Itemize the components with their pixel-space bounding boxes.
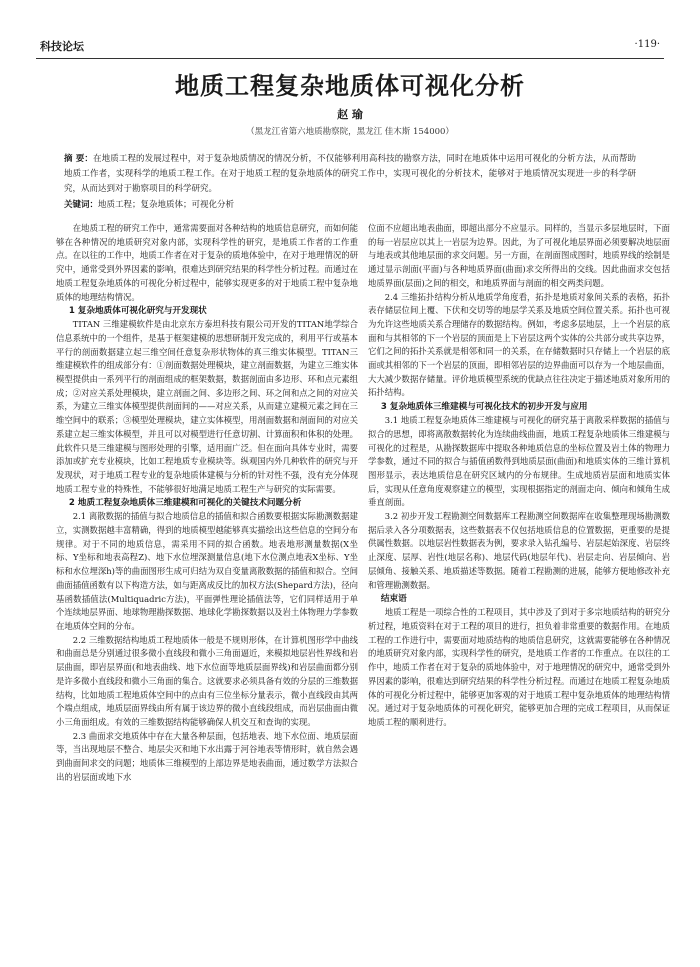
section-2-3-continued: 位面不应超出地表曲面，即超出部分不应显示。同样的，当显示多层地层时，下面的每一岩层应以其上一岩层为边界。因此，为了可视化地层界面必须要解决地层面与地表或其他地层面的求交问题。另一方面，在剖面图成图时，地质界线的绘制是通过显示剖面(平面)与各种地质界面(曲面)求交所得出的交线。因此曲面求交包括地质界面(层面)之间的相交，和地质界面与剖面的相交两类问题。 (368, 223, 670, 288)
page-number: ·119· (634, 39, 660, 50)
section-1-paragraph: TITAN 三维建模软件是由北京东方泰坦科技有限公司开发的TITAN地学综合信息系统中的一个组件，是基于框架建模的思想研制开发完成的，利用平行或基本平行的剖面数据建立起三维空间任意复杂形状物体的真三维实体模型。TITAN三维建模软件的组成部分有：①剖面数据处理模块，建立剖面数据，为建立三维实体模型提供由一系列平行的剖面组成的框架数据，数据剖面由多边形、环和点元素组成；②对应关系处理模块，建立剖面之间、多边形之间、环之间和点之间的对应关系，为建立三维实体模型提供剖面间的——对应关系，从而建立建模元素之间在三维空间中的联系；③模型处理模块，建立实体模型，用剖面数据和剖面间的对应关系建立起三维实体模型，并且可以对模型进行任意切割、计算面积和体积的处理。此软件只是三维建模与图形处理的引擎，适用面广泛。但在面向具体专业时，需要添加或扩充专业模块，比如工程地质专业模块等。纵观国内外几种软件的研究与开发现状，对于地质工程专业的复杂地质体建模与分析的针对性不强，没有充分体现地质工程专业的特殊性，不能够很好地满足地质工程生产与研究的实际需要。 (56, 319, 358, 494)
article-title: 地质工程复杂地质体可视化分析 (175, 71, 525, 100)
journal-column-name: 科技论坛 (40, 40, 84, 53)
section-3-2-paragraph: 3.2 初步开发工程勘测空间数据库工程勘测空间数据库在收集整理现场勘测数据后录入各分项数据表，这些数据表不仅包括地质信息的位置数据，更重要的是提供属性数据。以地层岩性数据表为例，要求录入钻孔编号、岩层起始深度、岩层终止深度、层厚、岩性(地层名称)、地层代码(地层年代)、岩层走向、岩层倾向、岩层倾角、接触关系、地质描述等数据。随着工程勘测的进展，能够方便地修改补充和管理勘测数据。 (368, 511, 670, 590)
conclusion-paragraph: 地质工程是一项综合性的工程项目，其中涉及了到对于多宗地质结构的研究分析过程，地质资料在对于工程的项目的进行，担负着非常重要的数据作用。在地质工程的工作进行中，需要面对地质结构的地质信息研究，这就需要能够在各种情况的地质研究对象内部，实现科学性的研究，是地质工作者的工作重点。在以往的工作中，地质工作者在对于复杂的质地体验中，对于地理情况的研究中，通常受到外界因素的影响，很难达到研究结果的科学性分析过程。而通过在地质工程复杂地质体的可视化分析过程中，能够更加客观的对于地质工程中复杂地质体的地理结构情况。通过对于复杂地质体的可视化研究，能够更加合理的完成工程项目，从而保证地质工程的顺利进行。 (368, 607, 670, 727)
section-3-1-paragraph: 3.1 地质工程复杂地质体三维建模与可视化的研究基于离散采样数据的插值与拟合的思想，即将离散数据转化为连续曲线曲面，地质工程复杂地质体三维建模与可视化的过程是，从勘探数据库中提取各种地质信息的坐标位置及岩土体的物理力学参数，通过不同的拟合与插值函数得到地质层面(曲面)和地质实体的三维计算机图形显示，表达地质信息在研究区域内的分布规律。生成地质岩层面和地质实体后，实现从任意角度观察建立的模型，实现根据指定的剖面走向、倾向和倾角生成垂直剖面。 (368, 415, 670, 508)
author-affiliation: （黑龙江省第六地质勘察院，黑龙江 佳木斯 154000） (246, 127, 454, 137)
section-2-4-paragraph: 2.4 三维拓扑结构分析从地质学角度看，拓扑是地质对象间关系的表格，拓扑表存储层位间上覆、下伏和交切等的地层学关系及地质空间位置关系。拓扑也可视为允许这些地质关系合理储存的数据结构。例如，考虑多层地层，上一个岩层的底面和与其相邻的下一个岩层的顶面是上下岩层这两个实体的公共部分或共享边界，它们之间的拓扑关系就是相邻和同一的关系，在存储数据时只存储上一个岩层的底面或其相邻的下一个岩层的顶面，即相邻岩层的边界曲面可以存为一个地层曲面，大大减少数据存储量。评价地质模型系统的优缺点往往决定于描述地质对象所用的拓扑结构。 (368, 291, 670, 398)
abstract-label: 摘 要： (64, 154, 93, 164)
conclusion-heading: 结束语 (380, 594, 407, 605)
body-column-left (56, 222, 358, 784)
body-column-right (368, 222, 670, 730)
abstract (64, 152, 636, 197)
section-2-2-paragraph: 2.2 三维数据结构地质工程地质体一般是不规则形体，在计算机图形学中曲线和曲面总是分别通过很多微小直线段和微小三角面逼近，来模拟地层岩性界线和岩层曲面，即岩层界面(和地表曲线、地下水位面等地质层面界线)和岩层曲面都分别是许多微小直线段和微小三角面的集合。这就要求必须具备有效的分层的三维数据结构，比如地质工程地质体空间中的点由有三位坐标分量表示，微小直线段由其两个端点组成，地质层面界线由所有属于该边界的微小直线段组成，而岩层曲面由微小三角面组成。有效的三维数据结构能够确保人机交互和查询的实现。 (56, 634, 358, 727)
running-header (36, 38, 664, 59)
keywords-text: 地质工程；复杂地质体；可视化分析 (98, 200, 235, 210)
keywords-label: 关键词： (64, 200, 99, 210)
abstract-text: 在地质工程的发展过程中，对于复杂地质情况的情况分析，不仅能够利用高科技的勘察方法，同时在地质体中运用可视化的分析方法，从而帮助地质工作者，实现科学的地质工程工作。在对于地质工程的复杂地质体的研究工作中，实现可视化的分析技术，能够对于地质情况实现进一步的科学研究，从而达到对于勘察项目的科学研究。 (64, 154, 636, 194)
section-2-3-paragraph: 2.3 曲面求交地质体中存在大量各种层面，包括地表、地下水位面、地质层面等，当出现地层不整合、地层尖灭和地下水出露于河谷地表等情形时，就自然会遇到曲面间求交的问题；地质体三维模型的上部边界是地表曲面，通过数学方法拟合出的岩层面或地下水 (56, 730, 358, 782)
section-heading-2: 2 地质工程复杂地质体三维建模和可视化的关键技术问题分析 (68, 498, 302, 509)
keywords (64, 198, 636, 213)
section-2-1-paragraph: 2.1 离散数据的插值与拟合地质信息的插值和拟合函数要根据实际勘测数据建立，实测数据越丰富精确，得到的地质模型越能够真实描绘出这些信息的空间分布规律。对于不同的地质信息，需采用不同的拟合函数。地表地形测量数据(X坐标、Y坐标和地表高程Z)、地下水位埋深测量信息(地下水位测点地表X坐标、Y坐标和水位埋深h)等的曲面图形生成可归结为双自变量离散数据的插值和拟合。空间曲面插值函数有以下构造方法，如与距离成反比的加权方法(Shepard方法)，径向基函数插值法(Multiquadric方法)，平面弹性理论插值法等，它们同样适用于单个连续地层界面、地球物理勘探数据、地球化学勘探数据以及岩土体物理力学参数在地质体空间的分布。 (56, 511, 358, 631)
section-heading-3: 3 复杂地质体三维建模与可视化技术的初步开发与应用 (380, 402, 588, 413)
author-name: 赵 瑜 (337, 108, 363, 121)
section-heading-1: 1 复杂地质体可视化研究与开发现状 (68, 306, 207, 317)
intro-paragraph: 在地质工程的研究工作中，通常需要面对各种结构的地质信息研究，而如何能够在各种情况的地质研究对象内部，实现科学性的研究，是地质工作者的工作重点。在以往的工作中，地质工作者在对于复杂的质地体验中，在对于地理情况的研究中，通常受到外界因素的影响，很难达到研究结果的科学性分析过程。而通过在地质工程复杂地质体的可视化分析过程中，能够实现更多的对于地质工程中复杂地质体的地理结构情况。 (56, 223, 358, 302)
